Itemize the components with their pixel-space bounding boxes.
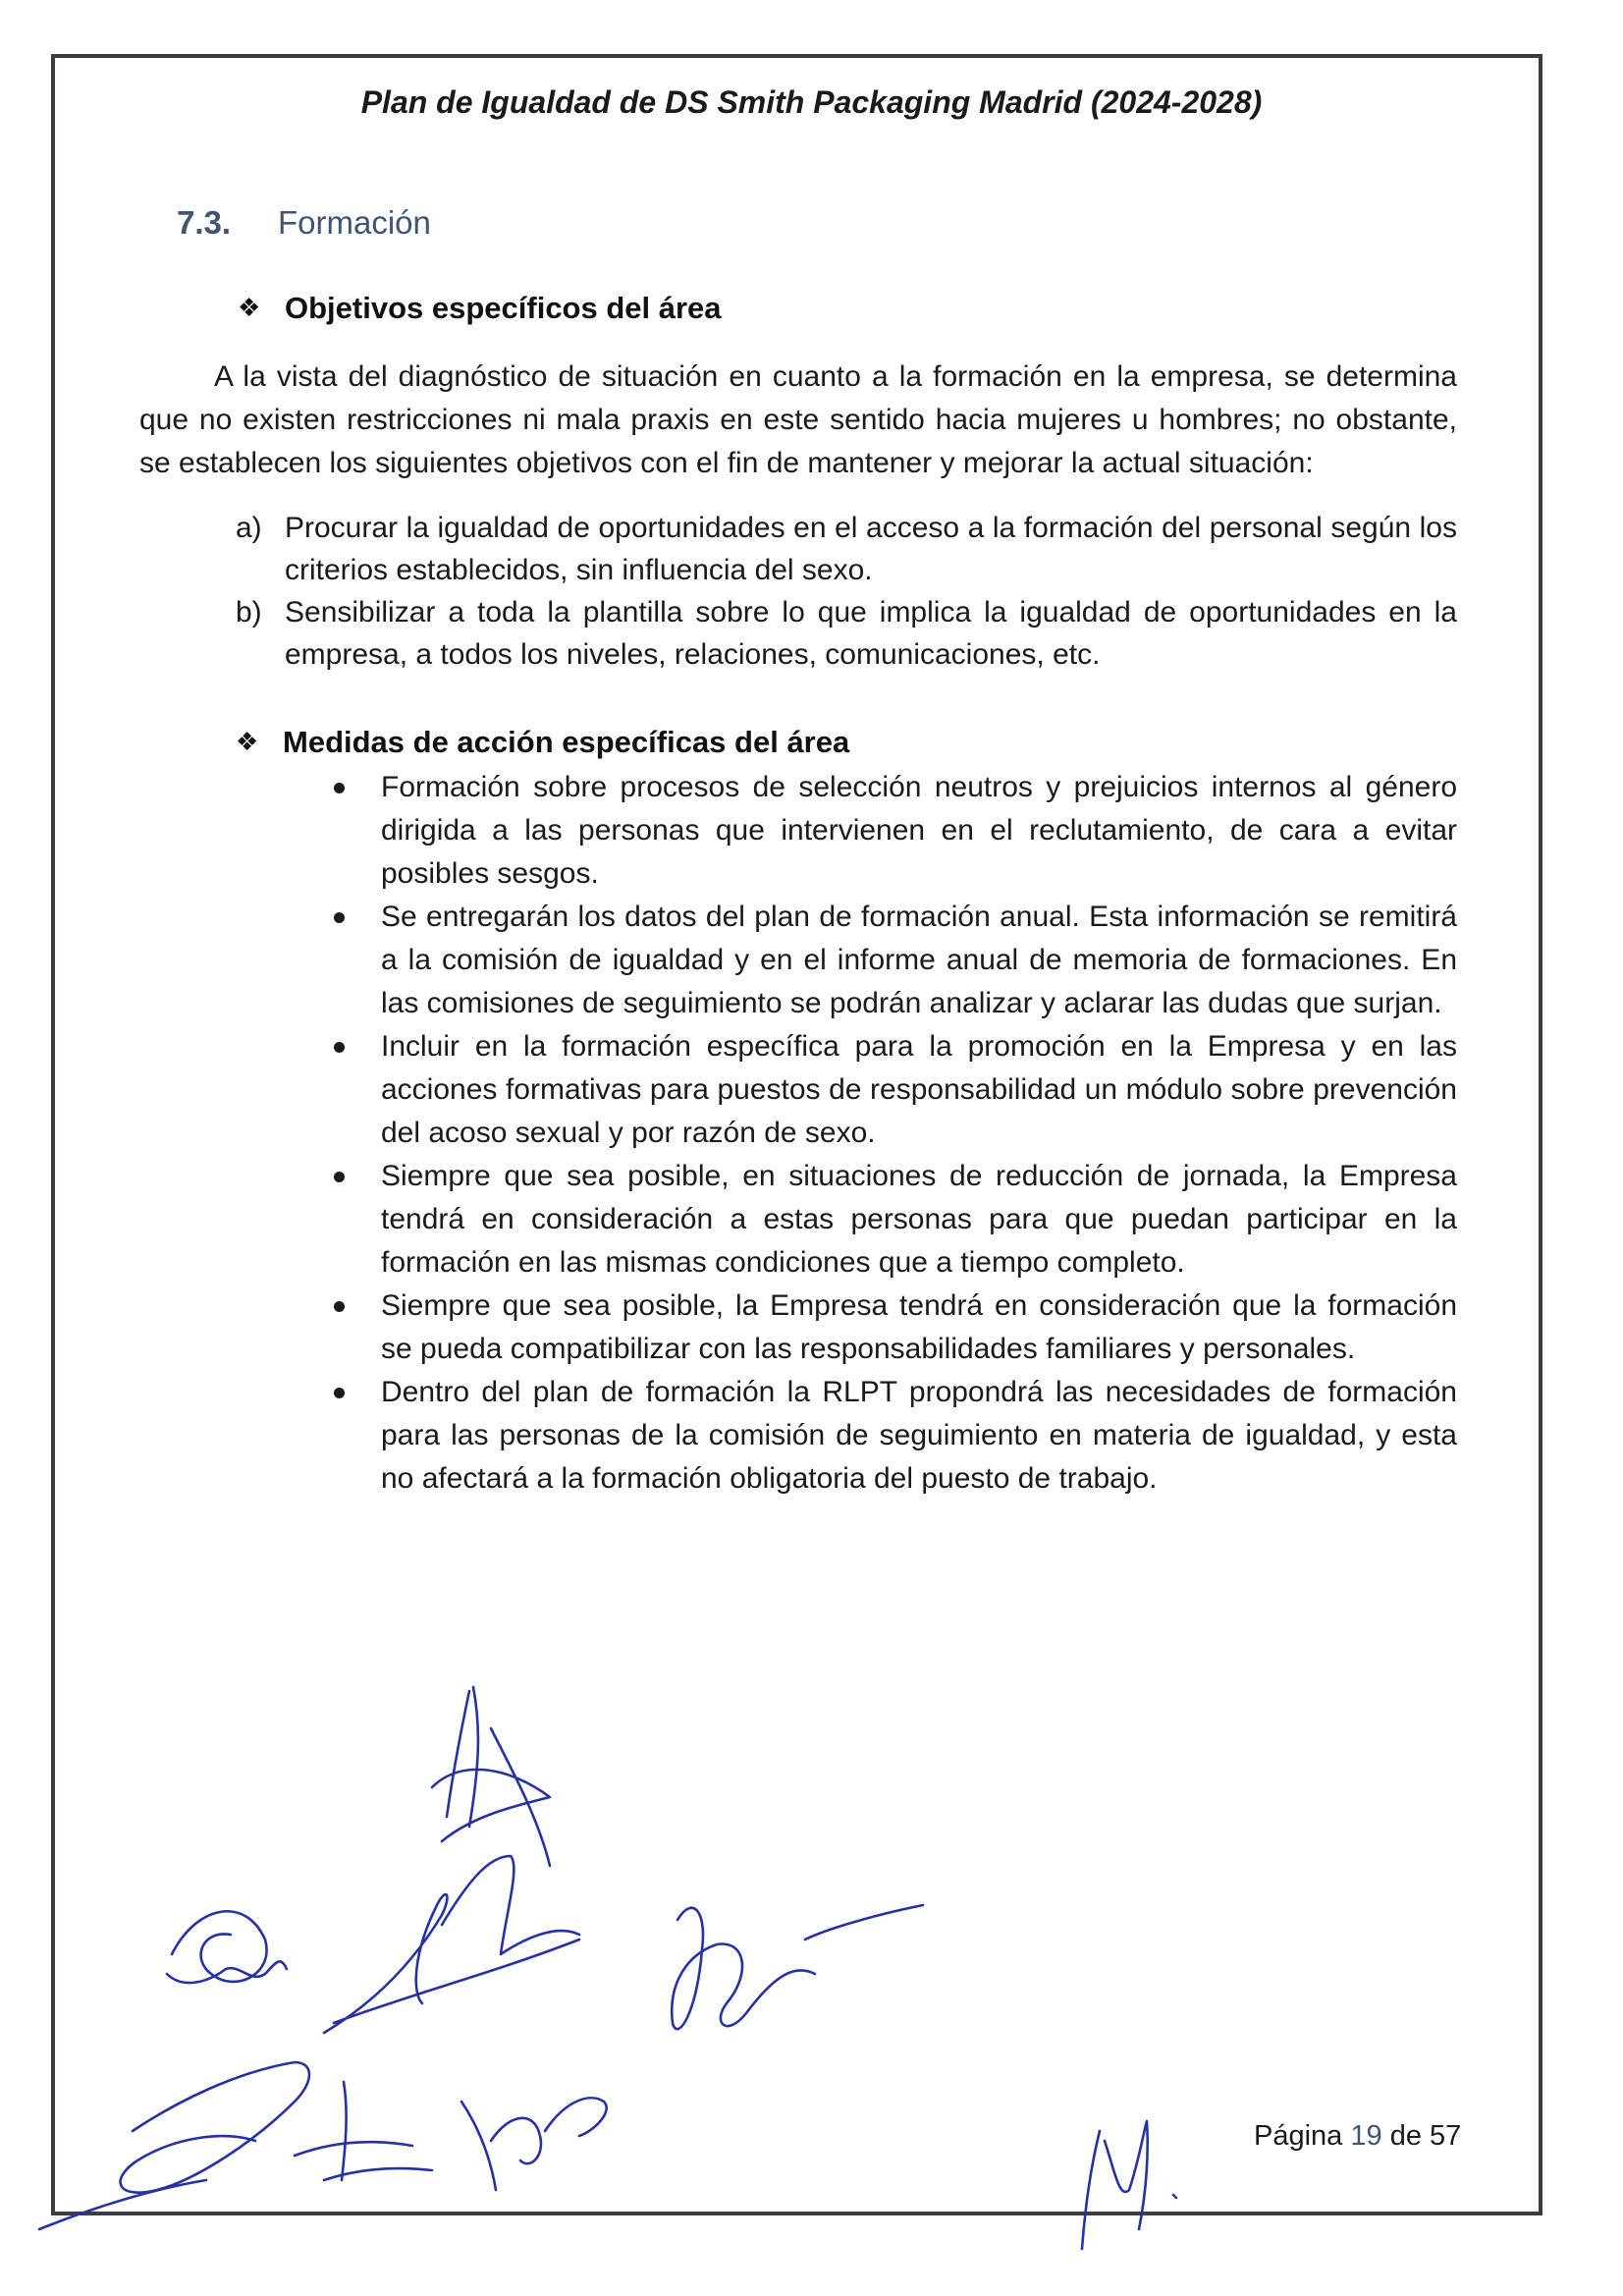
diamond-bullet-icon: ❖ [236, 727, 259, 756]
objective-text: Procurar la igualdad de oportunidades en el acceso a la formación del personal según los criterios establecidos, sin influencia del sexo. [285, 512, 1457, 586]
objectives-heading [238, 291, 722, 326]
section-number: 7.3. [177, 204, 232, 241]
measure-item [334, 1155, 1457, 1285]
measure-item [334, 1285, 1457, 1371]
diamond-bullet-icon: ❖ [238, 293, 261, 322]
objectives-heading-text: Objetivos específicos del área [285, 291, 722, 325]
section-heading [177, 204, 431, 242]
measures-list [334, 766, 1457, 1501]
round-bullet-icon [334, 783, 345, 793]
page-of: de [1389, 2120, 1422, 2152]
measure-text: Formación sobre procesos de selección neutros y prejuicios internos al género dirigida a las personas que intervienen en el reclutamiento, de cara a evitar posibles sesgos. [381, 771, 1457, 890]
objective-item [236, 591, 1457, 676]
round-bullet-icon [334, 1172, 345, 1182]
page-total: 57 [1430, 2120, 1462, 2152]
page-current: 19 [1350, 2120, 1382, 2152]
measure-item [334, 896, 1457, 1025]
objectives-intro: A la vista del diagnóstico de situación en cuanto a la formación en la empresa, se determina que no existen restricciones ni mala praxis en este sentido hacia mujeres u hombres; no obstante, se establecen los siguientes objetivos con el fin de mantener y mejorar la actual situación: [139, 360, 1457, 479]
measure-text: Siempre que sea posible, la Empresa tendrá en consideración que la formación se pueda compatibilizar con las responsabilidades familiares y personales. [381, 1289, 1457, 1365]
objectives-list [236, 507, 1457, 676]
page-number [1254, 2120, 1461, 2153]
round-bullet-icon [334, 1042, 345, 1053]
measure-text: Se entregarán los datos del plan de formación anual. Esta información se remitirá a la comisión de igualdad y en el informe anual de memoria de formaciones. En las comisiones de seguimiento se podrán analizar y aclarar las dudas que surjan. [381, 901, 1457, 1019]
objective-text: Sensibilizar a toda la plantilla sobre lo que implica la igualdad de oportunidades en la empresa, a todos los niveles, relaciones, comunicaciones, etc. [285, 596, 1457, 671]
measure-text: Incluir en la formación específica para la promoción en la Empresa y en las acciones formativas para puestos de responsabilidad un módulo sobre prevención del acoso sexual y por razón de sexo. [381, 1030, 1457, 1149]
measures-heading-text: Medidas de acción específicas del área [283, 725, 850, 759]
objective-item [236, 507, 1457, 591]
round-bullet-icon [334, 1301, 345, 1312]
running-header: Plan de Igualdad de DS Smith Packaging Madrid (2024-2028) [360, 84, 1263, 120]
measure-item [334, 1371, 1457, 1501]
objective-marker: b) [236, 596, 262, 629]
measures-heading [236, 725, 849, 760]
objective-marker: a) [236, 512, 262, 544]
measure-text: Dentro del plan de formación la RLPT propondrá las necesidades de formación para las personas de la comisión de seguimiento en materia de igualdad, y esta no afectará a la formación obligatoria del puesto de trabajo. [381, 1376, 1457, 1495]
measure-item [334, 766, 1457, 896]
measure-item [334, 1025, 1457, 1155]
round-bullet-icon [334, 912, 345, 923]
measure-text: Siempre que sea posible, en situaciones de reducción de jornada, la Empresa tendrá en consideración a estas personas para que puedan participar en la formación en las mismas condiciones que a tiempo completo. [381, 1160, 1457, 1279]
page-label: Página [1254, 2120, 1343, 2152]
round-bullet-icon [334, 1388, 345, 1398]
section-title: Formación [278, 204, 431, 241]
